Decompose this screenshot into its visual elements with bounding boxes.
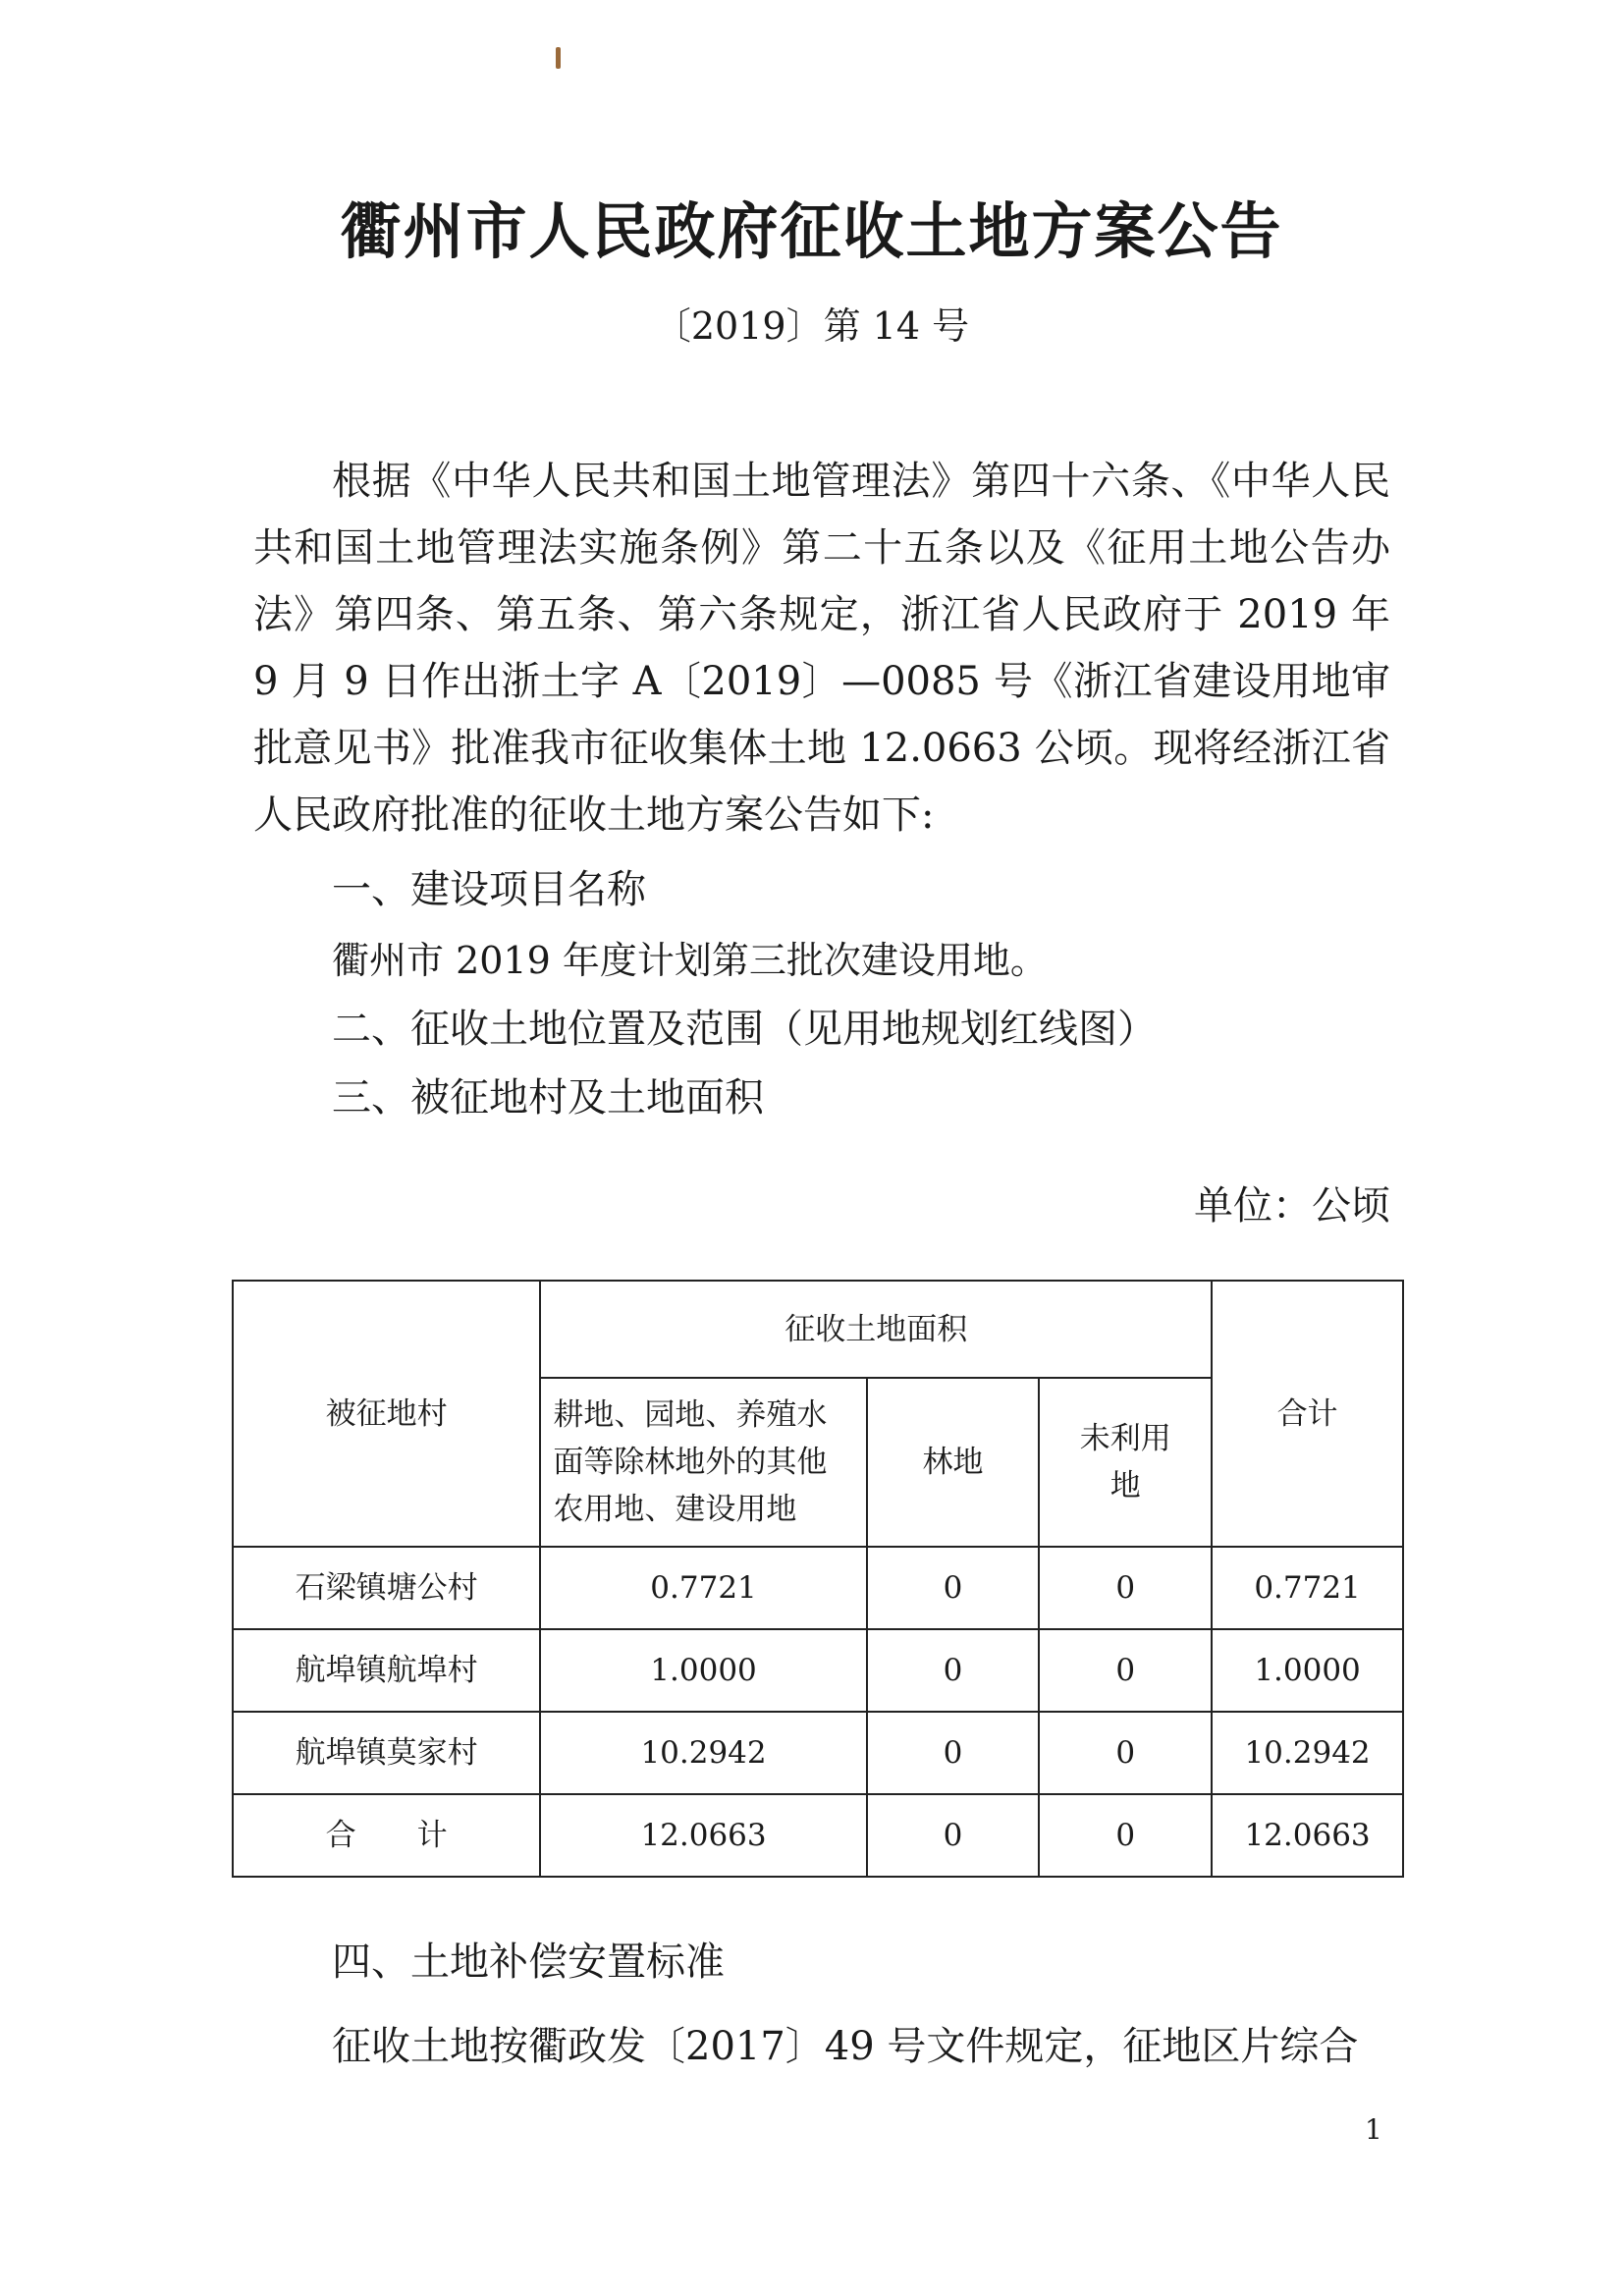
cell-forest: 0 — [867, 1794, 1040, 1877]
cell-unused: 0 — [1039, 1547, 1212, 1629]
section4-text: 征收土地按衢政发〔2017〕49 号文件规定，征地区片综合 — [332, 2024, 1359, 2069]
cell-village: 石梁镇塘公村 — [233, 1547, 540, 1629]
cell-forest: 0 — [867, 1629, 1040, 1712]
section3-heading: 三、被征地村及土地面积 — [332, 1075, 764, 1121]
cell-farmland: 1.0000 — [540, 1629, 866, 1712]
header-forest: 林地 — [867, 1378, 1040, 1547]
document-number: 〔2019〕第 14 号 — [653, 304, 970, 348]
ink-mark — [556, 47, 561, 69]
cell-total: 10.2942 — [1212, 1712, 1403, 1794]
table-row — [233, 1629, 1403, 1712]
cell-farmland: 12.0663 — [540, 1794, 866, 1877]
unit-label: 单位：公顷 — [1194, 1183, 1390, 1229]
intro-paragraph: 根据《中华人民共和国土地管理法》第四十六条、《中华人民共和国土地管理法实施条例》第二十五条以及《征用土地公告办法》第四条、第五条、第六条规定，浙江省人民政府于 2019 年 9 月 9 日作出浙土字 A〔2019〕—0085 号《浙江省建设用地审批意见书》批准我市征收集体土地 12.0663 公顷。现将经浙江省人民政府批准的征收土地方案公告如下: — [253, 459, 1390, 838]
cell-unused: 0 — [1039, 1629, 1212, 1712]
cell-unused: 0 — [1039, 1712, 1212, 1794]
cell-total: 0.7721 — [1212, 1547, 1403, 1629]
cell-total: 1.0000 — [1212, 1629, 1403, 1712]
table-header-row — [233, 1281, 1403, 1378]
section2-heading: 二、征收土地位置及范围（见用地规划红线图） — [332, 1007, 1157, 1052]
cell-total: 12.0663 — [1212, 1794, 1403, 1877]
cell-village: 合 计 — [233, 1794, 540, 1877]
cell-village: 航埠镇航埠村 — [233, 1629, 540, 1712]
table-row — [233, 1712, 1403, 1794]
section4-heading: 四、土地补偿安置标准 — [332, 1940, 725, 1985]
header-village: 被征地村 — [233, 1281, 540, 1547]
header-unused: 未利用地 — [1039, 1378, 1212, 1547]
cell-forest: 0 — [867, 1547, 1040, 1629]
table-row — [233, 1547, 1403, 1629]
cell-forest: 0 — [867, 1712, 1040, 1794]
table-total-row — [233, 1794, 1403, 1877]
land-area-table — [232, 1280, 1404, 1878]
header-farmland: 耕地、园地、养殖水面等除林地外的其他农用地、建设用地 — [540, 1378, 866, 1547]
cell-farmland: 0.7721 — [540, 1547, 866, 1629]
header-total: 合计 — [1212, 1281, 1403, 1547]
cell-village: 航埠镇莫家村 — [233, 1712, 540, 1794]
section1-text: 衢州市 2019 年度计划第三批次建设用地。 — [332, 939, 1048, 982]
page-number: 1 — [1365, 2113, 1382, 2146]
page-title: 衢州市人民政府征收土地方案公告 — [340, 195, 1283, 267]
section1-heading: 一、建设项目名称 — [332, 867, 646, 912]
header-area-group: 征收土地面积 — [540, 1281, 1212, 1378]
cell-farmland: 10.2942 — [540, 1712, 866, 1794]
cell-unused: 0 — [1039, 1794, 1212, 1877]
